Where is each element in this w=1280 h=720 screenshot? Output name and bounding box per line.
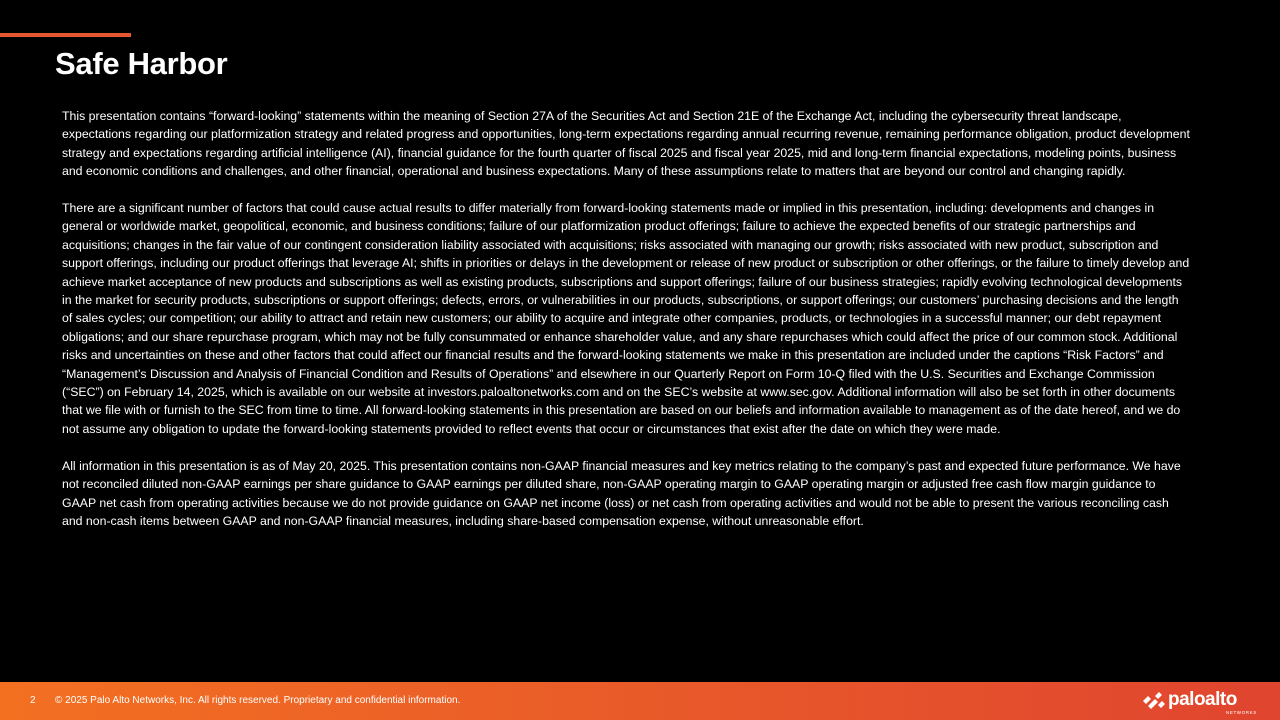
slide-title: Safe Harbor [55,46,228,81]
paloalto-logo-mark-icon [1141,692,1165,712]
slide-footer [0,682,1280,720]
paragraph-forward-looking: This presentation contains “forward-looking” statements within the meaning of Section 27A of the Securities Act and Section 21E of the Exchange Act, including the cybersecurity threat landscape, expectations regarding our platformization strategy and related progress and opportunities, long-term expectations regarding annual recurring revenue, remaining performance obligation, product development strategy and expectations regarding artificial intelligence (AI), financial guidance for the fourth quarter of fiscal 2025 and fiscal year 2025, mid and long-term financial expectations, modeling points, business and economic conditions and challenges, and other financial, operational and business expectations. Many of these assumptions relate to matters that are beyond our control and changing rapidly. [62,109,1190,179]
page-number: 2 [30,695,36,706]
logo-subtext: NETWORKS [1226,710,1257,715]
logo-wordmark: paloalto [1168,689,1237,710]
paragraph-non-gaap: All information in this presentation is as of May 20, 2025. This presentation contains non-GAAP financial measures and key metrics relating to the company’s past and expected future performance. We have not reconciled diluted non-GAAP earnings per share guidance to GAAP earnings per diluted share, non-GAAP operating margin to GAAP operating margin or adjusted free cash flow margin guidance to GAAP net cash from operating activities because we do not provide guidance on GAAP net income (loss) or net cash from operating activities and would not be able to present the various reconciling cash and non-cash items between GAAP and non-GAAP financial measures, including share-based compensation expense, without unreasonable effort. [62,458,1181,528]
company-logo [1141,690,1256,716]
paragraph-risk-factors: There are a significant number of factors that could cause actual results to differ materially from forward-looking statements made or implied in this presentation, including: developments and changes in general or worldwide market, geopolitical, economic, and business conditions; failure of our platformization product offerings; failure to achieve the expected benefits of our strategic partnerships and acquisitions; changes in the fair value of our contingent consideration liability associated with acquisitions; risks associated with managing our growth; risks associated with new product, subscription and support offerings, including our product offerings that leverage AI; shifts in priorities or delays in the development or release of new product or subscription or other offerings, or the failure to timely develop and achieve market acceptance of new products and subscriptions as well as existing products, subscriptions and support offerings; failure of our business strategies; rapidly evolving technological developments in the market for security products, subscriptions or support offerings; defects, errors, or vulnerabilities in our products, subscriptions, or support offerings; our customers’ purchasing decisions and the length of sales cycles; our competition; our ability to attract and retain new customers; our ability to acquire and integrate other companies, products, or technologies in a successful manner; our debt repayment obligations; and our share repurchase program, which may not be fully consummated or enhance shareholder value, and any share repurchases which could affect the price of our common stock. Additional risks and uncertainties on these and other factors that could affect our financial results and the forward-looking statements we make in this presentation are included under the captions “Risk Factors” and “Management’s Discussion and Analysis of Financial Condition and Results of Operations” and elsewhere in our Quarterly Report on Form 10-Q filed with the U.S. Securities and Exchange Commission (“SEC”) on February 14, 2025, which is available on our website at investors.paloaltonetworks.com and on the SEC’s website at www.sec.gov. Additional information will also be set forth in other documents that we file with or furnish to the SEC from time to time. All forward-looking statements in this presentation are based on our beliefs and information available to management as of the date hereof, and we do not assume any obligation to update the forward-looking statements provided to reflect events that occur or circumstances that exist after the date on which they were made. [62,201,1190,436]
safe-harbor-body [62,107,1192,549]
title-accent-bar [0,33,131,37]
copyright-notice: © 2025 Palo Alto Networks, Inc. All rights reserved. Proprietary and confidential information. [55,695,461,706]
